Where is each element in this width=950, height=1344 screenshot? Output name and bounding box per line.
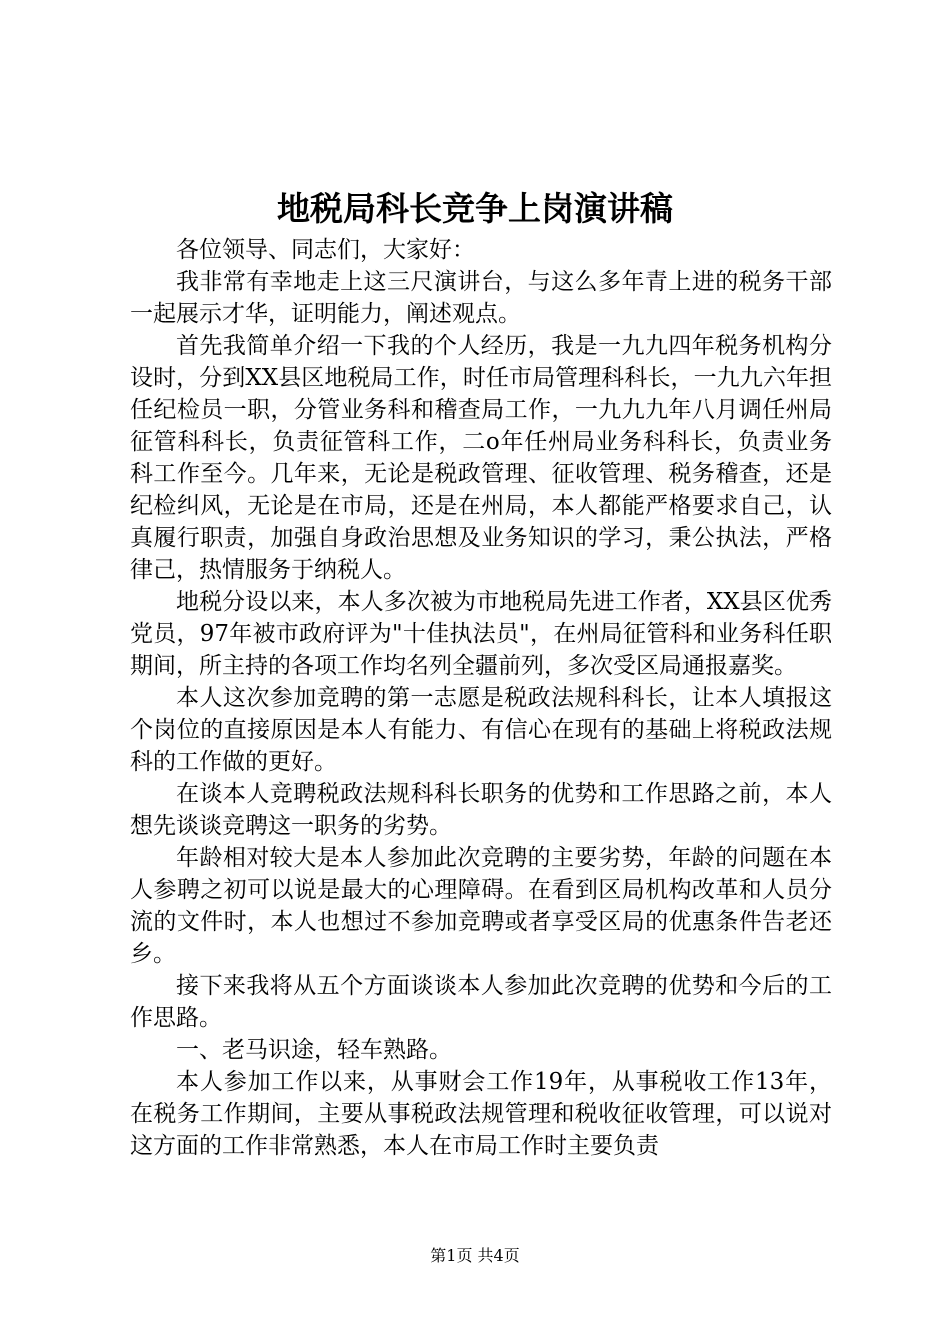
paragraph: 我非常有幸地走上这三尺演讲台，与这么多年青上进的税务干部一起展示才华，证明能力，阐述观点。 [130, 269, 832, 327]
paragraph-greeting: 各位领导、同志们，大家好： [176, 237, 475, 263]
paragraph: 年龄相对较大是本人参加此次竞聘的主要劣势，年龄的问题在本人参聘之初可以说是最大的心理障碍。在看到区局机构改革和人员分流的文件时，本人也想过不参加竞聘或者享受区局的优惠条件告老还乡。 [130, 845, 832, 967]
paragraph: 本人这次参加竞聘的第一志愿是税政法规科科长，让本人填报这个岗位的直接原因是本人有能力、有信心在现有的基础上将税政法规科的工作做的更好。 [130, 685, 832, 775]
document-title: 地税局科长竞争上岗演讲稿 [277, 189, 673, 228]
paragraph: 接下来我将从五个方面谈谈本人参加此次竞聘的优势和今后的工作思路。 [130, 973, 832, 1031]
paragraph: 首先我简单介绍一下我的个人经历，我是一九九四年税务机构分设时，分到XX县区地税局工作，时任市局管理科科长，一九九六年担任纪检员一职，分管业务科和稽查局工作，一九九九年八月调任州局征管科科长，负责征管科工作，二o年任州局业务科科长，负责业务科工作至今。几年来，无论是税政管理、征收管理、税务稽查，还是纪检纠风，无论是在市局，还是在州局，本人都能严格要求自己，认真履行职责，加强自身政治思想及业务知识的学习，秉公执法，严格律己，热情服务于纳税人。 [130, 333, 832, 583]
paragraph: 在谈本人竞聘税政法规科科长职务的优势和工作思路之前，本人想先谈谈竞聘这一职务的劣势。 [130, 781, 832, 839]
paragraph: 本人参加工作以来，从事财会工作19年，从事税收工作13年，在税务工作期间，主要从事税政法规管理和税收征收管理，可以说对这方面的工作非常熟悉，本人在市局工作时主要负责 [130, 1069, 832, 1159]
paragraph: 地税分设以来，本人多次被为市地税局先进工作者，XX县区优秀党员，97年被市政府评为"十佳执法员"，在州局征管科和业务科任职期间，所主持的各项工作均名列全疆前列，多次受区局通报嘉奖。 [130, 589, 832, 679]
document-body [130, 234, 832, 1162]
page-number-footer: 第1页 共4页 [430, 1246, 520, 1265]
section-heading: 一、老马识途，轻车熟路。 [176, 1037, 452, 1063]
